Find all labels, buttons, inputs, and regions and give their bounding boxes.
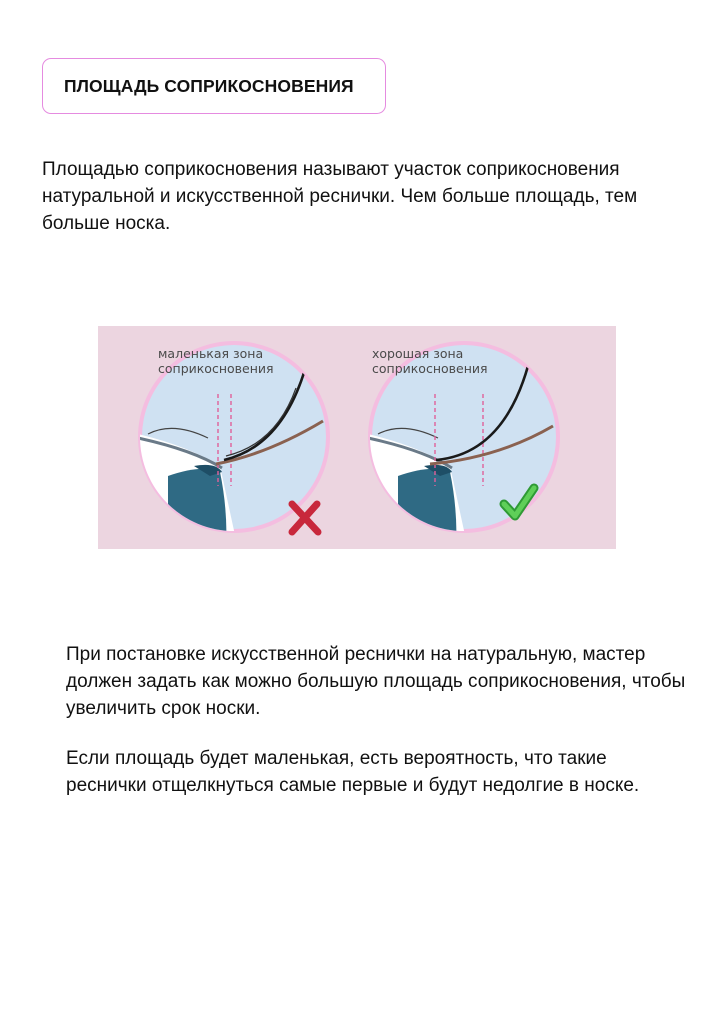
page-title: ПЛОЩАДЬ СОПРИКОСНОВЕНИЯ xyxy=(64,75,354,96)
good-contact-panel xyxy=(368,341,560,549)
intro-paragraph: Площадью соприкосновения называют участок соприкосновения натуральной и искусственной реснички. Чем больше площадь, тем больше носка. xyxy=(42,159,638,234)
panel-label-line2: соприкосновения xyxy=(372,361,488,376)
red-cross-icon xyxy=(292,504,318,532)
panel-label-line1: хорошая зона xyxy=(372,346,464,361)
illustration-svg xyxy=(98,326,616,549)
paragraph-small-area-warning: Если площадь будет маленькая, есть вероятность, что такие реснички отщелкнуться самые первые и будут недолгие в носке. xyxy=(66,748,640,796)
title-box xyxy=(42,58,386,114)
small-contact-panel xyxy=(138,341,330,549)
paragraph-contact-advice: При постановке искусственной реснички на натуральную, мастер должен задать как можно большую площадь соприкосновения, чтобы увеличить срок носки. xyxy=(66,644,686,719)
contact-area-illustration xyxy=(98,326,616,549)
panel-label-line2: соприкосновения xyxy=(158,361,274,376)
panel-label-line1: маленькая зона xyxy=(158,346,264,361)
iris xyxy=(398,469,456,549)
